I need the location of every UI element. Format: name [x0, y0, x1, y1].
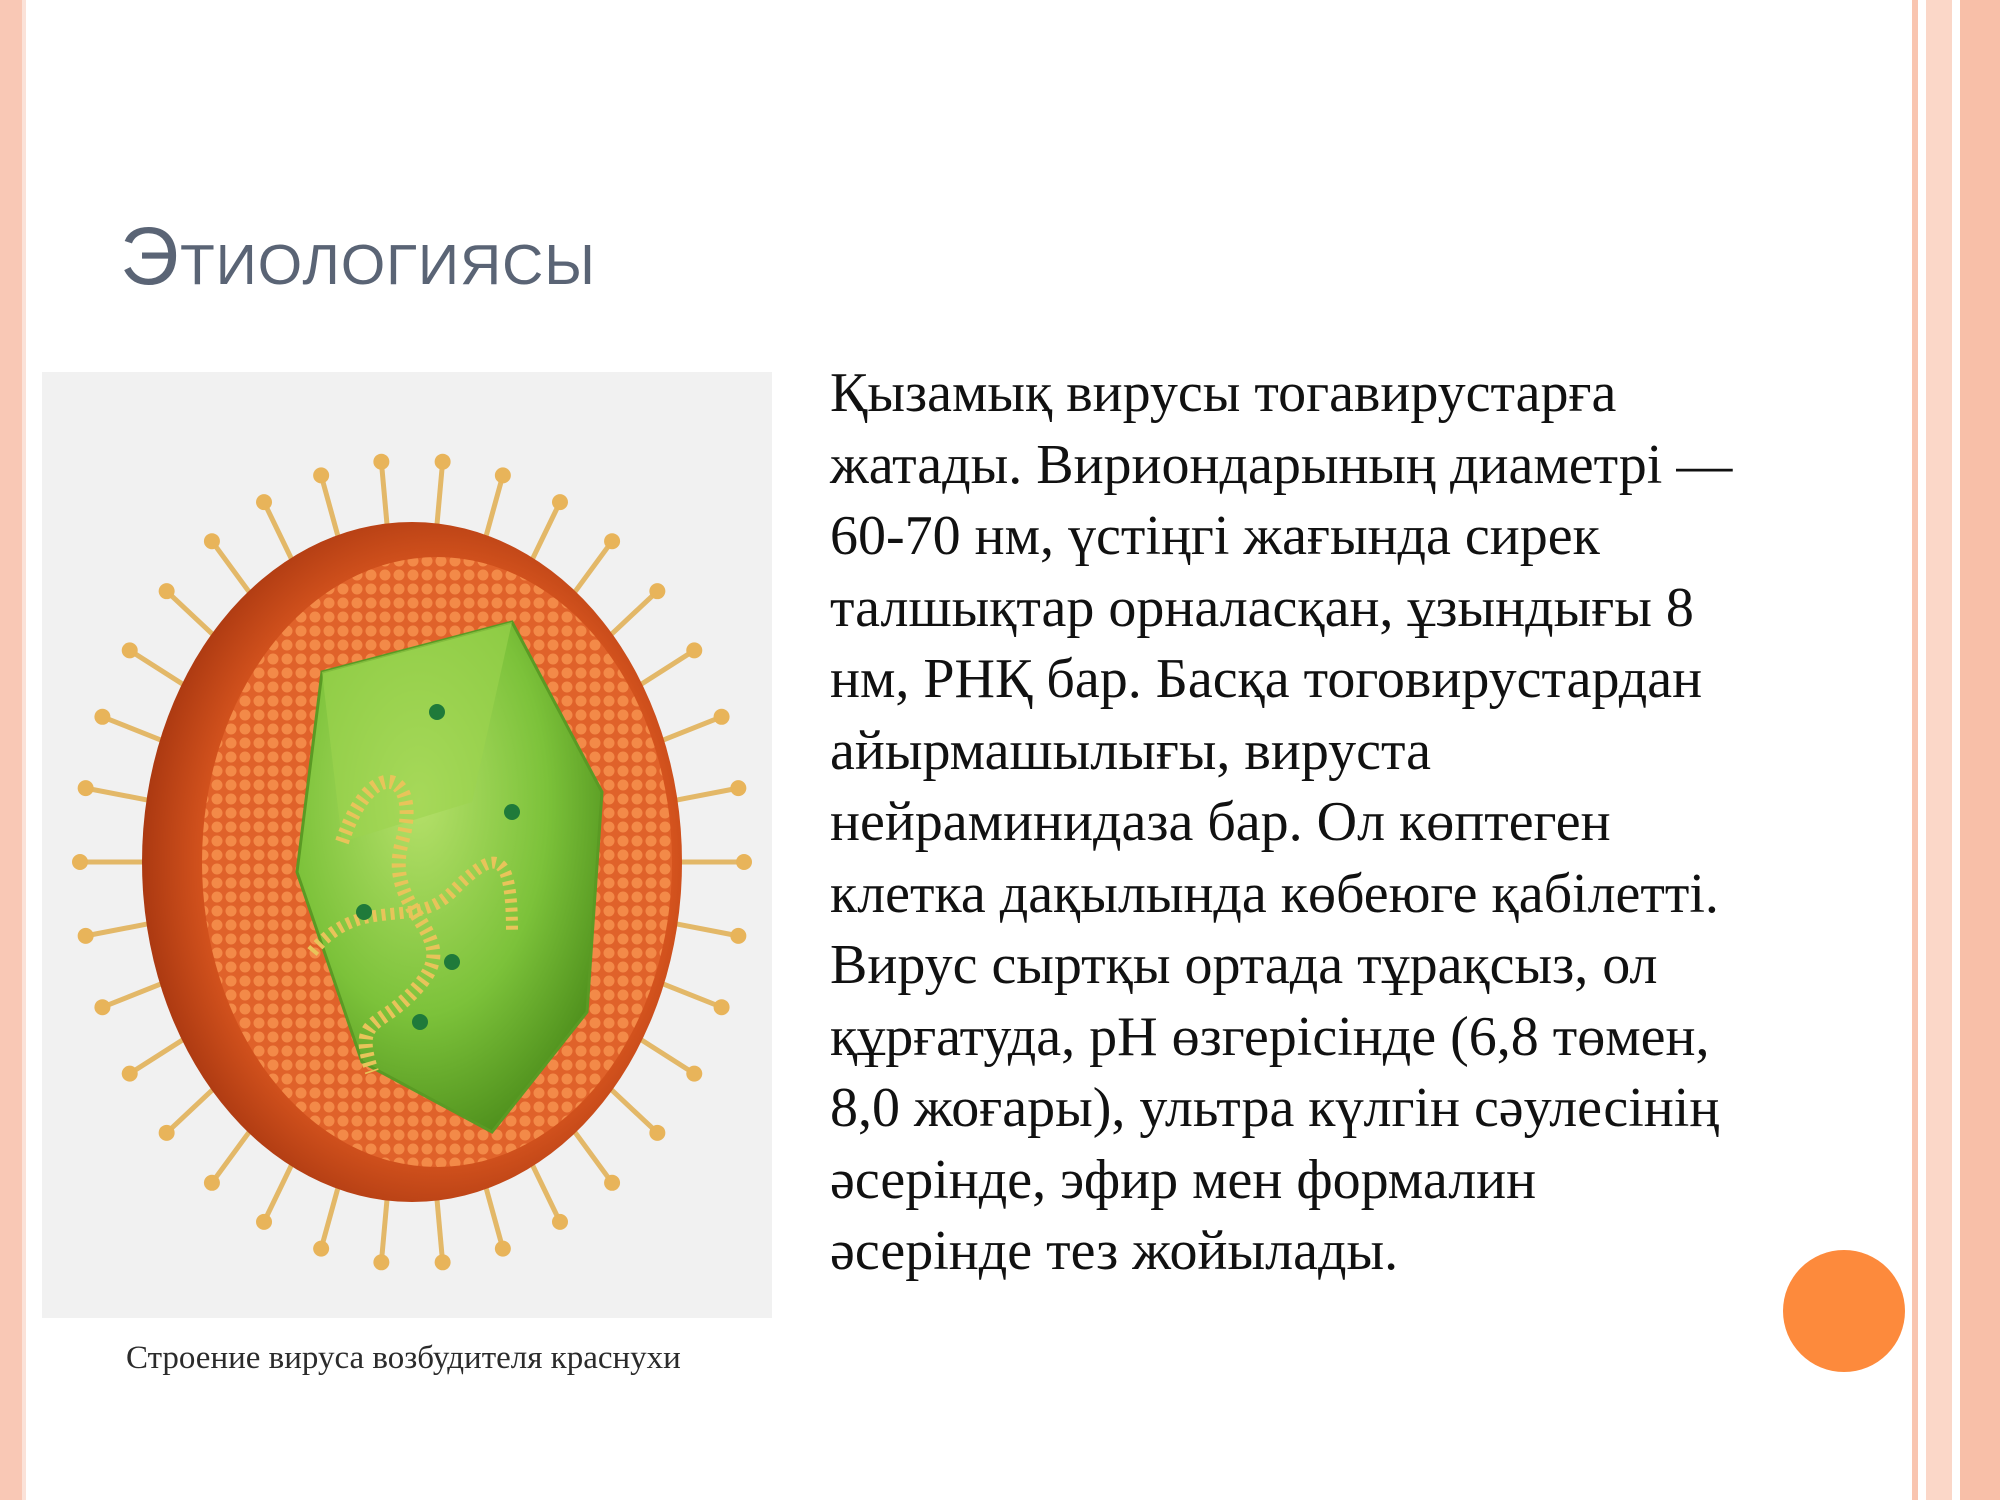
body-paragraph: Қызамық вирусы тогавирустарға жатады. Вириондарының диаметрі — 60-70 нм, үстіңгі жағында сирек талшықтар орналасқан, ұзындығы 8 нм, РНҚ бар. Басқа тоговирустардан айырмашылығы, вируста нейраминидаза бар. Ол көптеген клетка дақылында көбеюге қабілетті. Вирус сыртқы ортада тұрақсыз, ол құрғатуда, pH өзгерісінде (6,8 төмен, 8,0 жоғары), ультра күлгін сәулесінің әсерінде, эфир мен формалин әсерінде тез жойылады. — [830, 362, 1733, 1282]
figure-caption: Строение вируса возбудителя краснухи — [42, 1322, 772, 1394]
slide-title: Этиологиясы — [120, 211, 596, 302]
virus-structure-image — [42, 372, 772, 1318]
orange-accent-circle — [1783, 1250, 1905, 1372]
left-decorative-border — [0, 0, 26, 1500]
virus-illustration — [42, 372, 772, 1318]
